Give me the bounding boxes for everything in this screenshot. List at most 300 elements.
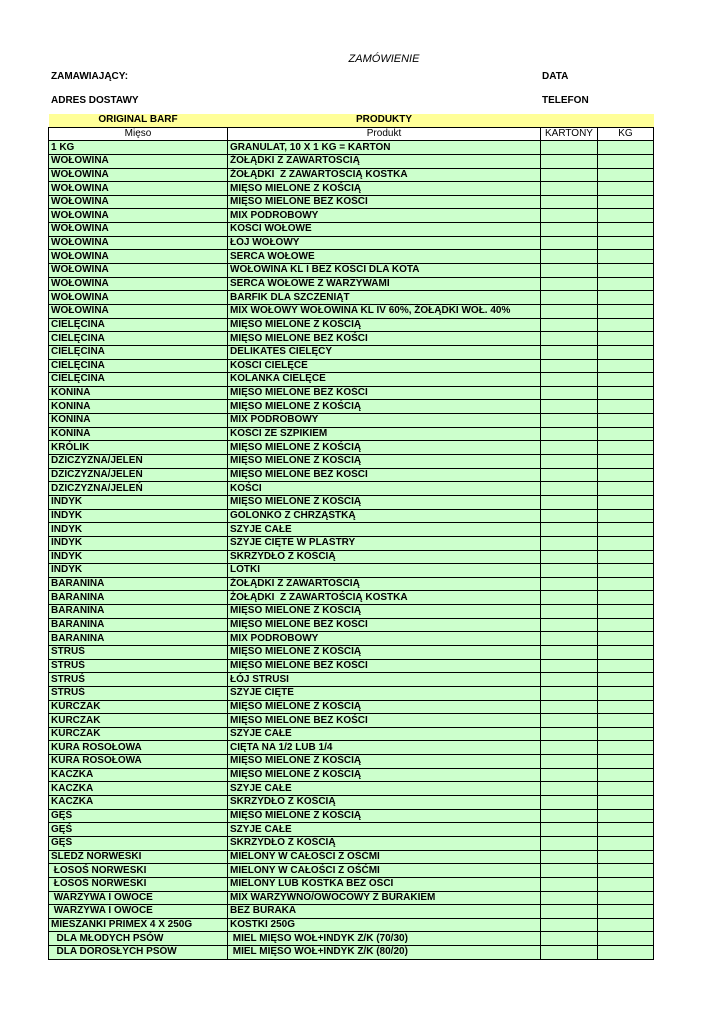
- product-cell: BEZ BURAKA: [228, 905, 541, 919]
- kg-input-cell[interactable]: [598, 618, 654, 632]
- meat-cell: BARANINA: [49, 591, 228, 605]
- product-cell: WOŁOWINA KL I BEZ KOŚCI DLA KOTA: [228, 264, 541, 278]
- table-row: [49, 605, 654, 619]
- meat-cell: STRUŚ: [49, 659, 228, 673]
- product-cell: KOŚCI: [228, 482, 541, 496]
- meat-cell: GĘŚ: [49, 823, 228, 837]
- kg-input-cell[interactable]: [598, 850, 654, 864]
- cartons-input-cell[interactable]: [541, 564, 598, 578]
- kg-input-cell[interactable]: [598, 891, 654, 905]
- table-row: [49, 850, 654, 864]
- cartons-input-cell[interactable]: [541, 427, 598, 441]
- product-cell: MIĘSO MIELONE BEZ KOŚCI: [228, 332, 541, 346]
- table-row: [49, 318, 654, 332]
- cartons-input-cell[interactable]: [541, 864, 598, 878]
- product-cell: SZYJE CAŁE: [228, 727, 541, 741]
- column-header-row: [49, 127, 654, 141]
- product-cell: MIĘSO MIELONE Z KOŚCIĄ: [228, 755, 541, 769]
- meat-cell: WOŁOWINA: [49, 264, 228, 278]
- kg-input-cell[interactable]: [598, 386, 654, 400]
- cartons-input-cell[interactable]: [541, 891, 598, 905]
- cartons-input-cell[interactable]: [541, 277, 598, 291]
- table-row: [49, 877, 654, 891]
- meat-cell: KURA ROSOŁOWA: [49, 755, 228, 769]
- cartons-input-cell[interactable]: [541, 700, 598, 714]
- cartons-input-cell[interactable]: [541, 673, 598, 687]
- table-row: [49, 182, 654, 196]
- meat-cell: KONINA: [49, 386, 228, 400]
- kg-input-cell[interactable]: [598, 168, 654, 182]
- product-cell: SERCA WOŁOWE: [228, 250, 541, 264]
- product-cell: ŻOŁĄDKI Z ZAWARTOŚCIĄ: [228, 577, 541, 591]
- table-row: [49, 714, 654, 728]
- cartons-input-cell[interactable]: [541, 768, 598, 782]
- cartons-input-cell[interactable]: [541, 905, 598, 919]
- product-cell: ŻOŁĄDKI Z ZAWARTOŚCIĄ KOSTKA: [228, 168, 541, 182]
- kg-input-cell[interactable]: [598, 141, 654, 155]
- cartons-input-cell[interactable]: [541, 455, 598, 469]
- meat-cell: CIELĘCINA: [49, 373, 228, 387]
- product-cell: MIĘSO MIELONE Z KOŚCIĄ: [228, 441, 541, 455]
- meat-cell: INDYK: [49, 509, 228, 523]
- meat-cell: WOŁOWINA: [49, 168, 228, 182]
- cartons-input-cell[interactable]: [541, 823, 598, 837]
- product-cell: SKRZYDŁO Z KOŚCIĄ: [228, 550, 541, 564]
- cartons-input-cell[interactable]: [541, 645, 598, 659]
- table-row: [49, 659, 654, 673]
- meat-cell: BARANINA: [49, 632, 228, 646]
- kg-input-cell[interactable]: [598, 414, 654, 428]
- cartons-input-cell[interactable]: [541, 618, 598, 632]
- table-row: [49, 400, 654, 414]
- cartons-input-cell[interactable]: [541, 591, 598, 605]
- cartons-input-cell[interactable]: [541, 236, 598, 250]
- kg-input-cell[interactable]: [598, 359, 654, 373]
- cartons-input-cell[interactable]: [541, 414, 598, 428]
- kg-input-cell[interactable]: [598, 482, 654, 496]
- meat-cell: DLA MŁODYCH PSÓW: [49, 932, 228, 946]
- kg-input-cell[interactable]: [598, 727, 654, 741]
- product-cell: MIĘSO MIELONE Z KOŚCIĄ: [228, 400, 541, 414]
- table-row: [49, 645, 654, 659]
- cartons-input-cell[interactable]: [541, 741, 598, 755]
- product-cell: MIĘSO MIELONE BEZ KOŚCI: [228, 468, 541, 482]
- product-cell: MIĘSO MIELONE Z KOŚCIĄ: [228, 809, 541, 823]
- category-row: [49, 918, 654, 932]
- cartons-input-cell[interactable]: [541, 168, 598, 182]
- kg-input-cell[interactable]: [598, 591, 654, 605]
- product-cell: MIĘSO MIELONE Z KOŚCIĄ: [228, 318, 541, 332]
- table-row: [49, 823, 654, 837]
- kg-input-cell[interactable]: [598, 836, 654, 850]
- kg-input-cell[interactable]: [598, 209, 654, 223]
- table-row: [49, 727, 654, 741]
- product-cell: ŻOŁĄDKI Z ZAWARTOŚCIĄ: [228, 154, 541, 168]
- table-row: [49, 686, 654, 700]
- product-cell: MIĘSO MIELONE Z KOŚCIĄ: [228, 455, 541, 469]
- table-row: [49, 755, 654, 769]
- table-row: [49, 345, 654, 359]
- meat-cell: KONINA: [49, 414, 228, 428]
- cartons-input-cell[interactable]: [541, 441, 598, 455]
- cartons-input-cell[interactable]: [541, 714, 598, 728]
- table-row: [49, 523, 654, 537]
- table-row: [49, 632, 654, 646]
- kg-input-cell[interactable]: [598, 605, 654, 619]
- cartons-input-cell[interactable]: [541, 850, 598, 864]
- cartons-input-cell[interactable]: [541, 877, 598, 891]
- kg-input-cell[interactable]: [598, 373, 654, 387]
- product-cell: SZYJE CAŁE: [228, 823, 541, 837]
- meat-cell: KRÓLIK: [49, 441, 228, 455]
- kg-input-cell[interactable]: [598, 427, 654, 441]
- kg-input-cell[interactable]: [598, 645, 654, 659]
- product-cell: KOŚCI CIELĘCE: [228, 359, 541, 373]
- cartons-input-cell[interactable]: [541, 304, 598, 318]
- kg-input-cell[interactable]: [598, 550, 654, 564]
- table-row: [49, 264, 654, 278]
- meat-cell: WOŁOWINA: [49, 291, 228, 305]
- section-header-row: [49, 114, 654, 127]
- meat-cell: ŁOSOŚ NORWESKI: [49, 864, 228, 878]
- kg-input-cell[interactable]: [598, 455, 654, 469]
- meat-cell: KURCZAK: [49, 700, 228, 714]
- cartons-input-cell[interactable]: [541, 345, 598, 359]
- meat-cell: INDYK: [49, 495, 228, 509]
- kg-input-cell[interactable]: [598, 195, 654, 209]
- kg-input-cell[interactable]: [598, 509, 654, 523]
- table-row: [49, 455, 654, 469]
- cartons-input-cell[interactable]: [541, 373, 598, 387]
- product-cell: MIĘSO MIELONE BEZ KOŚCI: [228, 195, 541, 209]
- kg-input-cell[interactable]: [598, 918, 654, 932]
- kg-input-cell[interactable]: [598, 154, 654, 168]
- table-row: [49, 932, 654, 946]
- meat-cell: DZICZYZNA/JELEŃ: [49, 455, 228, 469]
- product-cell: SKRZYDŁO Z KOŚCIĄ: [228, 796, 541, 810]
- product-cell: MIĘSO MIELONE Z KOŚCIĄ: [228, 495, 541, 509]
- product-cell: MIĘSO MIELONE BEZ KOŚCI: [228, 618, 541, 632]
- kg-input-cell[interactable]: [598, 905, 654, 919]
- cartons-input-cell[interactable]: [541, 141, 598, 155]
- meat-cell: CIELĘCINA: [49, 345, 228, 359]
- kg-input-cell[interactable]: [598, 659, 654, 673]
- product-cell: ŁÓJ WOŁOWY: [228, 236, 541, 250]
- cartons-input-cell[interactable]: [541, 495, 598, 509]
- kg-input-cell[interactable]: [598, 495, 654, 509]
- table-row: [49, 741, 654, 755]
- meat-cell: ŁOSOŚ NORWESKI: [49, 877, 228, 891]
- table-row: [49, 154, 654, 168]
- cartons-input-cell[interactable]: [541, 509, 598, 523]
- kg-input-cell[interactable]: [598, 441, 654, 455]
- cartons-input-cell[interactable]: [541, 932, 598, 946]
- cartons-input-cell[interactable]: [541, 468, 598, 482]
- table-row: [49, 864, 654, 878]
- kg-input-cell[interactable]: [598, 345, 654, 359]
- table-row: [49, 536, 654, 550]
- section-right-label: PRODUKTY: [228, 114, 541, 127]
- meat-cell: KACZKA: [49, 796, 228, 810]
- meat-cell: KONINA: [49, 400, 228, 414]
- product-cell: MIĘSO MIELONE Z KOŚCIĄ: [228, 605, 541, 619]
- table-row: [49, 304, 654, 318]
- cartons-input-cell[interactable]: [541, 782, 598, 796]
- cartons-input-cell[interactable]: [541, 332, 598, 346]
- table-row: [49, 946, 654, 960]
- kg-input-cell[interactable]: [598, 673, 654, 687]
- kg-input-cell[interactable]: [598, 755, 654, 769]
- table-row: [49, 373, 654, 387]
- table-row: [49, 509, 654, 523]
- table-row: [49, 209, 654, 223]
- meat-cell: WOŁOWINA: [49, 209, 228, 223]
- meat-cell: STRUŚ: [49, 645, 228, 659]
- table-row: [49, 441, 654, 455]
- kg-input-cell[interactable]: [598, 809, 654, 823]
- kg-input-cell[interactable]: [598, 577, 654, 591]
- product-cell: GRANULAT, 10 X 1 KG = KARTON: [228, 141, 541, 155]
- table-row: [49, 414, 654, 428]
- cartons-input-cell[interactable]: [541, 264, 598, 278]
- kg-input-cell[interactable]: [598, 714, 654, 728]
- cartons-input-cell[interactable]: [541, 250, 598, 264]
- product-cell: SZYJE CIĘTE W PLASTRY: [228, 536, 541, 550]
- kg-input-cell[interactable]: [598, 932, 654, 946]
- meat-cell: 1 KG: [49, 141, 228, 155]
- meat-cell: MIESZANKI PRIMEX 4 X 250G: [49, 918, 228, 932]
- ordering-label: ZAMAWIAJĄCY:: [51, 71, 129, 82]
- meat-cell: WOŁOWINA: [49, 277, 228, 291]
- cartons-input-cell[interactable]: [541, 482, 598, 496]
- cartons-input-cell[interactable]: [541, 536, 598, 550]
- cartons-input-cell[interactable]: [541, 523, 598, 537]
- table-row: [49, 796, 654, 810]
- cartons-input-cell[interactable]: [541, 686, 598, 700]
- cartons-input-cell[interactable]: [541, 359, 598, 373]
- cartons-input-cell[interactable]: [541, 182, 598, 196]
- meat-cell: CIELĘCINA: [49, 359, 228, 373]
- address-label: ADRES DOSTAWY: [51, 95, 139, 106]
- cartons-input-cell[interactable]: [541, 209, 598, 223]
- product-cell: SERCA WOŁOWE Z WARZYWAMI: [228, 277, 541, 291]
- cartons-input-cell[interactable]: [541, 836, 598, 850]
- cartons-input-cell[interactable]: [541, 154, 598, 168]
- meat-cell: WOŁOWINA: [49, 250, 228, 264]
- kg-input-cell[interactable]: [598, 741, 654, 755]
- product-cell: MIX PODROBOWY: [228, 632, 541, 646]
- kg-input-cell[interactable]: [598, 250, 654, 264]
- kg-input-cell[interactable]: [598, 318, 654, 332]
- table-row: [49, 618, 654, 632]
- product-cell: MIĘSO MIELONE BEZ KOŚCI: [228, 714, 541, 728]
- kg-input-cell[interactable]: [598, 332, 654, 346]
- kg-input-cell[interactable]: [598, 632, 654, 646]
- meat-cell: WARZYWA I OWOCE: [49, 891, 228, 905]
- kg-input-cell[interactable]: [598, 864, 654, 878]
- product-cell: MIĘSO MIELONE Z KOŚCIĄ: [228, 645, 541, 659]
- kg-input-cell[interactable]: [598, 877, 654, 891]
- meat-cell: WOŁOWINA: [49, 223, 228, 237]
- cartons-input-cell[interactable]: [541, 577, 598, 591]
- meat-cell: DZICZYZNA/JELEŃ: [49, 482, 228, 496]
- product-cell: SKRZYDŁO Z KOŚCIĄ: [228, 836, 541, 850]
- table-row: [49, 550, 654, 564]
- product-cell: DELIKATES CIELĘCY: [228, 345, 541, 359]
- meat-cell: KURA ROSOŁOWA: [49, 741, 228, 755]
- date-label: DATA: [542, 71, 569, 82]
- table-row: [49, 427, 654, 441]
- meat-cell: INDYK: [49, 536, 228, 550]
- table-row: [49, 782, 654, 796]
- column-header-meat: Mięso: [49, 127, 228, 141]
- table-row: [49, 768, 654, 782]
- cartons-input-cell[interactable]: [541, 755, 598, 769]
- kg-input-cell[interactable]: [598, 564, 654, 578]
- table-row: [49, 700, 654, 714]
- product-cell: SZYJE CAŁE: [228, 523, 541, 537]
- cartons-input-cell[interactable]: [541, 727, 598, 741]
- meat-cell: BARANINA: [49, 618, 228, 632]
- kg-input-cell[interactable]: [598, 523, 654, 537]
- meat-cell: CIELĘCINA: [49, 318, 228, 332]
- table-row: [49, 332, 654, 346]
- kg-input-cell[interactable]: [598, 700, 654, 714]
- product-cell: MIELONY W CAŁOŚCI Z OŚĆMI: [228, 864, 541, 878]
- meat-cell: ŚLEDZ NORWESKI: [49, 850, 228, 864]
- phone-label: TELEFON: [542, 95, 589, 106]
- product-cell: MIELONY W CAŁOŚCI Z OŚĆMI: [228, 850, 541, 864]
- cartons-input-cell[interactable]: [541, 550, 598, 564]
- table-row: [49, 482, 654, 496]
- table-row: [49, 577, 654, 591]
- product-cell: ŁÓJ STRUSI: [228, 673, 541, 687]
- meat-cell: GĘŚ: [49, 809, 228, 823]
- kg-input-cell[interactable]: [598, 400, 654, 414]
- table-row: [49, 291, 654, 305]
- table-row: [49, 591, 654, 605]
- meat-cell: BARANINA: [49, 577, 228, 591]
- section-spacer: [541, 114, 598, 127]
- table-row: [49, 168, 654, 182]
- meat-cell: INDYK: [49, 523, 228, 537]
- table-row: [49, 495, 654, 509]
- meat-cell: KACZKA: [49, 768, 228, 782]
- meat-cell: WOŁOWINA: [49, 154, 228, 168]
- column-header-kg: KG: [598, 127, 654, 141]
- product-cell: GOLONKO Z CHRZĄSTKĄ: [228, 509, 541, 523]
- kg-input-cell[interactable]: [598, 182, 654, 196]
- table-row: [49, 359, 654, 373]
- table-row: [49, 236, 654, 250]
- table-row: [49, 250, 654, 264]
- product-cell: MIX PODROBOWY: [228, 209, 541, 223]
- product-cell: KOSTKI 250G: [228, 918, 541, 932]
- meat-cell: GĘŚ: [49, 836, 228, 850]
- kg-input-cell[interactable]: [598, 782, 654, 796]
- product-cell: KOŚCI ZE SZPIKIEM: [228, 427, 541, 441]
- meat-cell: WOŁOWINA: [49, 182, 228, 196]
- cartons-input-cell[interactable]: [541, 605, 598, 619]
- kg-input-cell[interactable]: [598, 686, 654, 700]
- product-cell: MIEL MIĘSO WOŁ+INDYK Z/K (80/20): [228, 946, 541, 960]
- order-table: [48, 114, 654, 960]
- kg-input-cell[interactable]: [598, 823, 654, 837]
- table-row: [49, 809, 654, 823]
- cartons-input-cell[interactable]: [541, 195, 598, 209]
- kg-input-cell[interactable]: [598, 768, 654, 782]
- category-row: [49, 141, 654, 155]
- meat-cell: INDYK: [49, 550, 228, 564]
- product-cell: KOLANKA CIELĘCE: [228, 373, 541, 387]
- cartons-input-cell[interactable]: [541, 386, 598, 400]
- kg-input-cell[interactable]: [598, 277, 654, 291]
- kg-input-cell[interactable]: [598, 264, 654, 278]
- product-cell: KOŚCI WOŁOWE: [228, 223, 541, 237]
- kg-input-cell[interactable]: [598, 536, 654, 550]
- meat-cell: STRUŚ: [49, 673, 228, 687]
- kg-input-cell[interactable]: [598, 236, 654, 250]
- table-row: [49, 277, 654, 291]
- cartons-input-cell[interactable]: [541, 918, 598, 932]
- table-row: [49, 195, 654, 209]
- product-cell: ŻOŁĄDKI Z ZAWARTOŚCIĄ KOSTKA: [228, 591, 541, 605]
- meat-cell: WOŁOWINA: [49, 195, 228, 209]
- product-cell: SZYJE CAŁE: [228, 782, 541, 796]
- meat-cell: KONINA: [49, 427, 228, 441]
- column-header-cartons: KARTONY: [541, 127, 598, 141]
- table-row: [49, 891, 654, 905]
- meat-cell: KURCZAK: [49, 714, 228, 728]
- cartons-input-cell[interactable]: [541, 400, 598, 414]
- cartons-input-cell[interactable]: [541, 318, 598, 332]
- kg-input-cell[interactable]: [598, 796, 654, 810]
- meat-cell: WOŁOWINA: [49, 304, 228, 318]
- table-row: [49, 386, 654, 400]
- meat-cell: STRUŚ: [49, 686, 228, 700]
- meat-cell: BARANINA: [49, 605, 228, 619]
- product-cell: CIĘTA NA 1/2 LUB 1/4: [228, 741, 541, 755]
- product-cell: MIĘSO MIELONE BEZ KOŚCI: [228, 659, 541, 673]
- cartons-input-cell[interactable]: [541, 809, 598, 823]
- cartons-input-cell[interactable]: [541, 632, 598, 646]
- meat-cell: KACZKA: [49, 782, 228, 796]
- section-left-label: ORIGINAL BARF: [49, 114, 228, 127]
- table-row: [49, 223, 654, 237]
- table-row: [49, 468, 654, 482]
- column-header-product: Produkt: [228, 127, 541, 141]
- meat-cell: INDYK: [49, 564, 228, 578]
- cartons-input-cell[interactable]: [541, 291, 598, 305]
- cartons-input-cell[interactable]: [541, 946, 598, 960]
- table-row: [49, 673, 654, 687]
- kg-input-cell[interactable]: [598, 946, 654, 960]
- kg-input-cell[interactable]: [598, 304, 654, 318]
- cartons-input-cell[interactable]: [541, 659, 598, 673]
- meat-cell: DZICZYZNA/JELEŃ: [49, 468, 228, 482]
- product-cell: LOTKI: [228, 564, 541, 578]
- cartons-input-cell[interactable]: [541, 223, 598, 237]
- product-cell: MIEL MIĘSO WOŁ+INDYK Z/K (70/30): [228, 932, 541, 946]
- product-cell: MIĘSO MIELONE Z KOŚCIĄ: [228, 182, 541, 196]
- kg-input-cell[interactable]: [598, 291, 654, 305]
- cartons-input-cell[interactable]: [541, 796, 598, 810]
- kg-input-cell[interactable]: [598, 223, 654, 237]
- meat-cell: CIELĘCINA: [49, 332, 228, 346]
- meat-cell: DLA DOROSŁYCH PSÓW: [49, 946, 228, 960]
- kg-input-cell[interactable]: [598, 468, 654, 482]
- product-cell: MIELONY LUB KOSTKA BEZ OŚCI: [228, 877, 541, 891]
